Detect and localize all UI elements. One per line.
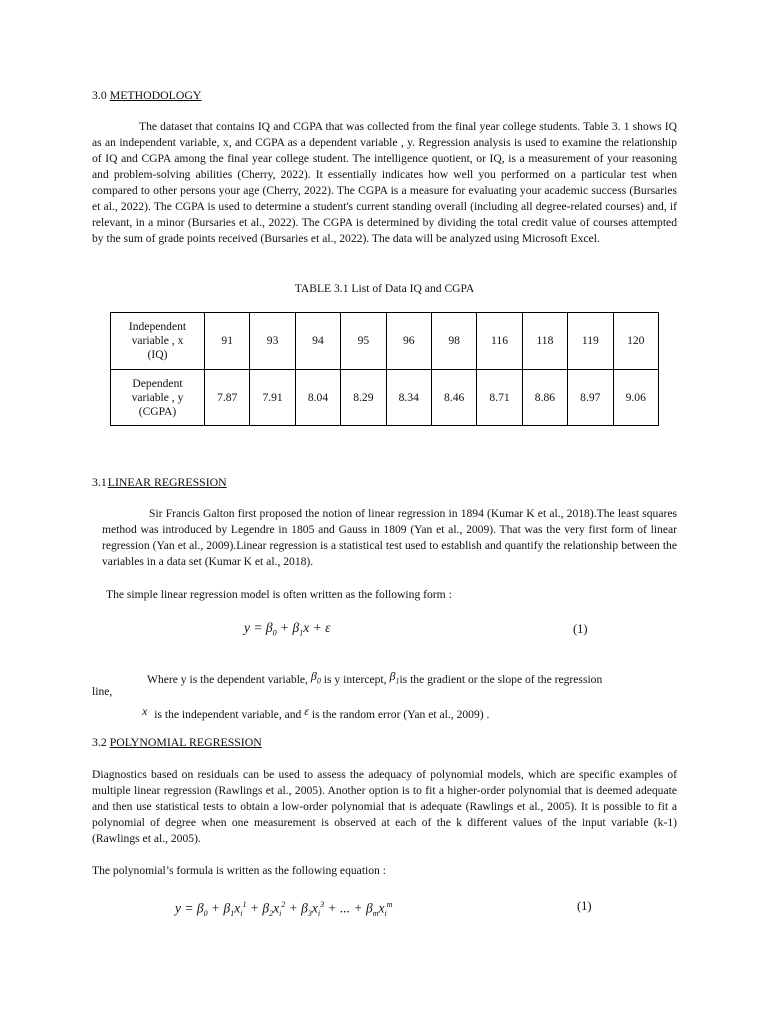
where-line-2: x is the independent variable, and ε is the random error (Yan et al., 2009) .: [142, 704, 490, 721]
equation-number: (1): [577, 899, 592, 913]
iq-cell: 95: [341, 313, 386, 370]
data-table: [110, 312, 659, 426]
iq-cell: 94: [295, 313, 340, 370]
cgpa-cell: 8.34: [386, 370, 431, 426]
section-title: POLYNOMIAL REGRESSION: [109, 735, 262, 749]
section-number: 3.2: [92, 735, 107, 749]
cgpa-cell: 7.87: [205, 370, 250, 426]
iq-cell: 119: [568, 313, 613, 370]
equation-number: (1): [573, 622, 588, 636]
table-caption: TABLE 3.1 List of Data IQ and CGPA: [294, 282, 475, 295]
section-heading-methodology: [92, 87, 201, 103]
iq-cell: 98: [431, 313, 476, 370]
document-page: 3.0 METHODOLOGY The dataset that contains IQ and CGPA that was collected from the final year college students. Table 3. 1 shows IQ as an independent variable, x, and CGPA as a dependent variable , y. Regression analysis is used to examine the relationship of IQ and CGPA among the final year college student. The intelligence quotient, or IQ, is a measurement of your reasoning and problem-solving abilities (Cherry, 2022). It essentially indicates how well you performed on a particular test when compared to other persons your age (Cherry, 2022). The CGPA is a measure for evaluating your academic success (Bursaries et al., 2022). The CGPA is used to determine a student's current standing overall (including all degree-related courses) and, if relevant, in a minor (Bursaries et al., 2022). The CGPA is determined by dividing the total credit value of courses attempted by the sum of grade points received (Bursaries et al., 2022). The data will be analyzed using Microsoft Excel. TABLE 3.1 List of Data IQ and CGPA Independent variable , x (IQ) 91 93 94 95 96 98 116 118 119 120 Dependent variable , y (CGPA) 7.87 7.91 8.04 8.29 8.34 8.46 8.71 8.86 8.97 9.06 3.1LINEAR REGRESSION Sir Francis Galton first proposed the notion of linear regression in 1894 (Kumar K et al., 2018).The least squares method was introduced by Legendre in 1805 and Gauss in 1809 (Yan et al., 2009). That was the very first form of linear regression (Yan et al., 2009).Linear regression is a statistical test used to establish and quantify the relationship between the variables in a data set (Kumar K et al., 2018). The simple linear regression model is often written as the following form : $y = \beta_0 + \beta_1x + \varepsilon$ (1) Where y is the dependent variable, $\beta_0$ is y intercept, $\beta_1is$ the gradient or the slope of the regression line, x is the independent variable, and ε is the random error (Yan et al., 2009) . 3.2 POLYNOMIAL REGRESSION Diagnostics based on residuals can be used to assess the adequacy of polynomial models, which are specific examples of multiple linear regression (Rawlings et al., 2005). Another option is to fit a higher-order polynomial that is deemed adequate and then use statistical tests to obtain a low-order polynomial that is adequate (Rawlings et al., 2005). It is possible to fit a polynomial of degree when one measurement is observed at each of the k different values of the input variable (k-1) (Rawlings et al., 2005). The polynomial’s formula is written as the following equation : $y = \beta_0 + \beta_1x_i^1 + \beta_2x_i^2 + \beta_3x_i^3$ + ... + $\beta_mx_i^m$ (1): [0, 0, 768, 1024]
iq-cell: 91: [205, 313, 250, 370]
iq-cell: 118: [522, 313, 567, 370]
section-number: 3.0: [92, 88, 107, 102]
row-header-iq: Independent variable , x (IQ): [111, 313, 205, 370]
iq-cell: 96: [386, 313, 431, 370]
cgpa-cell: 8.46: [431, 370, 476, 426]
cgpa-cell: 8.86: [522, 370, 567, 426]
linear-regression-paragraph: Sir Francis Galton first proposed the notion of linear regression in 1894 (Kumar K et al., 2018).The least squares method was introduced by Legendre in 1805 and Gauss in 1809 (Yan et al., 2009). That was the very first form of linear regression (Yan et al., 2009).Linear regression is a statistical test used to establish and quantify the relationship between the variables in a data set (Kumar K et al., 2018).: [102, 507, 677, 568]
cgpa-cell: 8.29: [341, 370, 386, 426]
iq-cell: 120: [613, 313, 658, 370]
table-row: [111, 370, 659, 426]
section-title: METHODOLOGY: [109, 88, 202, 102]
iq-cell: 116: [477, 313, 522, 370]
linear-regression-equation: $y = \beta_0 + \beta_1x + \varepsilon$: [244, 620, 331, 638]
table-row: [111, 313, 659, 370]
polynomial-formula-sentence: The polynomial’s formula is written as the following equation :: [92, 864, 386, 877]
section-heading-linear-regression: [92, 474, 227, 490]
cgpa-cell: 8.04: [295, 370, 340, 426]
cgpa-cell: 9.06: [613, 370, 658, 426]
cgpa-cell: 7.91: [250, 370, 295, 426]
row-header-cgpa: Dependent variable , y (CGPA): [111, 370, 205, 426]
section-heading-polynomial-regression: [92, 734, 262, 750]
simple-model-sentence: The simple linear regression model is often written as the following form :: [106, 588, 452, 601]
cgpa-cell: 8.97: [568, 370, 613, 426]
polynomial-regression-paragraph: Diagnostics based on residuals can be used to assess the adequacy of polynomial models, which are specific examples of multiple linear regression (Rawlings et al., 2005). Another option is to fit a higher-order polynomial that is deemed adequate and then use statistical tests to obtain a low-order polynomial that is adequate (Rawlings et al., 2005). It is possible to fit a polynomial of degree when one measurement is observed at each of the k different values of the input variable (k-1) (Rawlings et al., 2005).: [92, 768, 677, 845]
section-title: LINEAR REGRESSION: [107, 475, 227, 489]
section-number: 3.1: [92, 475, 107, 489]
where-line: Where y is the dependent variable, $\beta_0$ is y intercept, $\beta_1is$ the gradient or the slope of the regression: [147, 669, 603, 686]
cgpa-cell: 8.71: [477, 370, 522, 426]
methodology-paragraph: The dataset that contains IQ and CGPA that was collected from the final year college students. Table 3. 1 shows IQ as an independent variable, x, and CGPA as a dependent variable , y. Regression analysis is used to examine the relationship of IQ and CGPA among the final year college student. The intelligence quotient, or IQ, is a measurement of your reasoning and problem-solving abilities (Cherry, 2022). It essentially indicates how well you performed on a particular test when compared to other persons your age (Cherry, 2022). The CGPA is a measure for evaluating your academic success (Bursaries et al., 2022). The CGPA is used to determine a student's current standing overall (including all degree-related courses) and, if relevant, in a minor (Bursaries et al., 2022). The CGPA is determined by dividing the total credit value of courses attempted by the sum of grade points received (Bursaries et al., 2022). The data will be analyzed using Microsoft Excel.: [92, 120, 678, 245]
iq-cell: 93: [250, 313, 295, 370]
polynomial-equation: $y = \beta_0 + \beta_1x_i^1 + \beta_2x_i^2 + \beta_3x_i^3$ + ... + $\beta_mx_i^m$: [175, 900, 393, 919]
